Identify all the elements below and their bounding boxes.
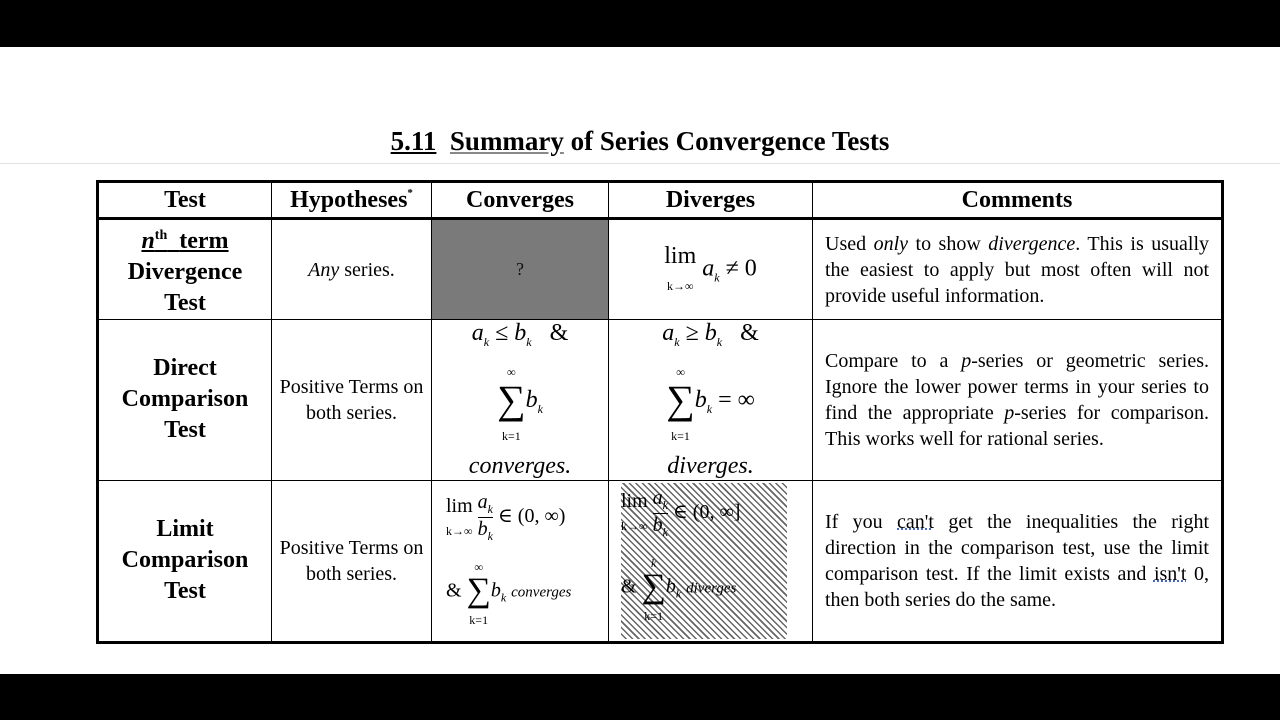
test-name: Direct Comparison Test xyxy=(98,320,272,481)
header-diverges: Diverges xyxy=(609,182,813,219)
hypotheses-cell: Positive Terms on both series. xyxy=(272,320,432,481)
hypotheses-cell: Any series. xyxy=(272,219,432,320)
diverges-cell: $a_k \ge b_k$ & ∞ ∑ $k=1b_k$ = ∞ diverges. xyxy=(609,320,813,481)
diverges-cell xyxy=(609,480,813,642)
page-title: 5.11 Summary of Series Convergence Tests xyxy=(390,126,890,156)
table-row xyxy=(98,320,1223,481)
header-converges: Converges xyxy=(432,182,609,219)
converges-cell: ? xyxy=(432,219,609,320)
header-row xyxy=(98,182,1223,219)
comments-cell: If you can't get the inequalities the right direction in the comparison test, use the limit comparison test. If the limit exists and isn't 0, then both series do the same. xyxy=(813,480,1223,642)
summary-table xyxy=(96,180,1224,644)
converges-cell: lim k→∞ $a_k$ $b_k$ ∈ (0, ∞) & ∞ ∑ $k=1b_k$ converges xyxy=(432,480,609,642)
header-hypotheses: Hypotheses* xyxy=(272,182,432,219)
header-comments: Comments xyxy=(813,182,1223,219)
comments-cell: Compare to a p-series or geometric series. Ignore the lower power terms in your series to find the appropriate p-series for comparison. This works well for rational series. xyxy=(813,320,1223,481)
test-name: Limit Comparison Test xyxy=(98,480,272,642)
table-row xyxy=(98,219,1223,320)
header-test: Test xyxy=(98,182,272,219)
test-name: $n^{th}$ term Divergence Test xyxy=(98,219,272,320)
diverges-cell: lim k→∞ $a_k \ne 0$ xyxy=(609,219,813,320)
comments-cell: Used only to show divergence. This is usually the easiest to apply but most often will not provide useful information. xyxy=(813,219,1223,320)
converges-cell: $a_k \le b_k$ & ∞ ∑ $k=1b_k$ converges. xyxy=(432,320,609,481)
hatched-region: lim k→∞ $a_k$ $b_k$ ∈ (0, ∞] & k ∑ $k=1b_k$ diverges xyxy=(621,483,787,639)
table-row xyxy=(98,480,1223,642)
hypotheses-cell: Positive Terms on both series. xyxy=(272,480,432,642)
